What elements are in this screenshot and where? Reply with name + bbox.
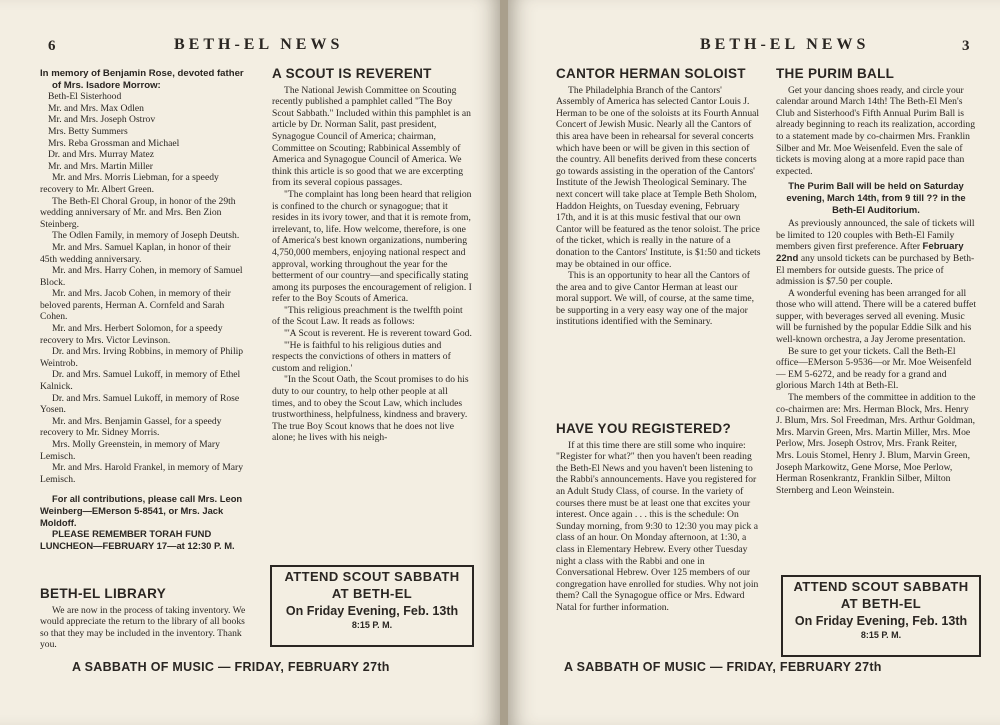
article-paragraph: "'He is faithful to his religious duties and respects the convictions of others in matters of custom and religion.' (272, 339, 451, 374)
donation-entry: The Odlen Family, in memory of Joseph Deutsh. (52, 230, 240, 242)
article-paragraph: This is an opportunity to hear all the Cantors of the area and to give Cantor Herman at least our moral support. We will, of course, at the same time, be supporting in a very easy way one of the major institutions identified with the Seminary. (556, 270, 755, 328)
article-paragraph (776, 218, 976, 288)
masthead: BETH-EL NEWS (700, 36, 870, 53)
memorial-name: Mrs. Reba Grossman and Michael (48, 137, 180, 149)
donation-entry: Mr. and Mrs. Harold Frankel, in memory of Mary Lemisch. (40, 462, 244, 485)
donation-entry: Dr. and Mrs. Samuel Lukoff, in memory of Rose Yosen. (40, 392, 240, 416)
memorial-name: Mr. and Mrs. Martin Miller (48, 160, 153, 172)
donation-entry: Mr. and Mrs. Harry Cohen, in memory of Samuel Block. (40, 265, 243, 288)
memorial-name: Dr. and Mrs. Murray Matez (48, 149, 155, 161)
library-body: We are now in the process of taking inventory. We would appreciate the return to the library of all books so that they may be included in the inventory. Thank you. (40, 604, 246, 651)
article-paragraph: The National Jewish Committee on Scouting recently published a pamphlet called "The Boy Scout Sabbath." Included within this pamphlet is an article by Dr. Norman Salit, past president, Synagogue Council of America; chairman, Committee on Scouting; Rabbinical Assembly of America and Synagogue Council of America. We think this article is so good that we are excerpting from its several copious passages. (272, 84, 471, 189)
cantor-article (556, 68, 761, 328)
article-paragraph: Get your dancing shoes ready, and circle your calendar around March 14th! The Beth-El Men's Club and Sisterhood's Fifth Annual Purim Ball is already beginning to reach its realization, according to a statement made by co-chairmen Mrs. Franklin Silber and Mr. Moe Weisenfeld. Even the sale of tickets is moving along at a more rapid pace than expected. (776, 84, 975, 177)
box-line-4: 8:15 P. M. (351, 620, 393, 630)
page-footer: A SABBATH OF MUSIC — FRIDAY, FEBRUARY 27th (72, 660, 390, 674)
article-paragraph: If at this time there are still some who inquire: "Register for what?" then you haven't been reading the Beth-El News and you haven't been listening to the Rabbi's announcements. Have you registered for an Adult Study Class, of course. In the variety of courses there must be at least one that excites your interest. Once again . . . this is the schedule: On Sunday morning, from 9:30 to 12:30 you may pick a class of an hour. On Monday afternoon, at 1:30, a class in Elementary Hebrew. Every other Tuesday night a class with the Rabbi and one in Conversational Hebrew. Over 125 members of our congregation have enrolled for studies. Why not join them? Call the Synagogue office or Mrs. Edward Natal for further information. (556, 439, 759, 613)
box-line-1: ATTEND SCOUT SABBATH (284, 569, 460, 584)
book-gutter (500, 0, 508, 725)
torah-fund-note: PLEASE REMEMBER TORAH FUND LUNCHEON—FEBRUARY 17—at 12:30 P. M. (40, 528, 235, 551)
masthead: BETH-EL NEWS (174, 36, 344, 53)
date-emphasis: February 22nd (776, 241, 964, 264)
box-line-4: 8:15 P. M. (860, 630, 902, 640)
article-paragraph: "The complaint has long been heard that religion is confined to the church or synagogue; that it resides in its ivory tower, and that it is remote from, irrelevant, to, life. How welcome, therefore, is one of America's best known organizations, numbering 4,750,000 members, enjoying national respect and approval, working throughout the year for the betterment of our country—and specifically stating among its purposes the encouragement of religion. I refer to the Boy Scouts of America. (272, 188, 472, 305)
registration-article (556, 423, 761, 614)
article-paragraph: Be sure to get your tickets. Call the Beth-El office—EMerson 5-9536—or Mr. Moe Weisenfeld — EM 5-6272, and be ready for a grand and glorious March 14th at Beth-El. (776, 345, 972, 392)
donation-entry: Mr. and Mrs. Morris Liebman, for a speedy recovery to Mr. Albert Green. (40, 172, 219, 195)
contributions-note: For all contributions, please call Mrs. Leon Weinberg—EMerson 5-8541, or Mrs. Jack Moldoff. (40, 493, 243, 528)
article-paragraph: "In the Scout Oath, the Scout promises to do his duty to our country, to help other people at all times, and to obey the Scout Law, which includes trustworthiness, helpfulness, kindness and bravery. The true Boy Scout knows that he does not live alone; he lives with his neigh- (272, 374, 469, 444)
memorial-name: Beth-El Sisterhood (48, 91, 122, 103)
scout-sabbath-box (270, 565, 474, 647)
scout-heading: A SCOUT IS REVERENT (272, 66, 432, 81)
purim-article (776, 68, 976, 496)
box-line-3: On Friday Evening, Feb. 13th (794, 614, 968, 628)
donation-entry: Mr. and Mrs. Benjamin Gassel, for a speedy recovery to Mr. Sidney Morris. (40, 415, 222, 439)
article-paragraph: A wonderful evening has been arranged for all those who will attend. There will be a catered buffet supper, with beverages served all evening. Music will be furnished by the popular Eddie Silk and his well-known orchestra, a Jay Jerome presentation. (776, 287, 976, 346)
library-section (40, 588, 248, 651)
page-number: 3 (962, 38, 970, 54)
library-heading: BETH-EL LIBRARY (40, 586, 166, 601)
text-run: As previously announced, the sale of tickets will be limited to 120 couples with Beth-El Family members given first preference. After (776, 218, 975, 253)
purim-heading: THE PURIM BALL (776, 66, 895, 81)
article-paragraph: The Philadelphia Branch of the Cantors' Assembly of America has selected Cantor Louis J. Herman to be one of the soloists at its Fourth Annual Concert of Jewish Music. Nearly all the Cantors of this area have been in rehearsal for several concerts which have been or will be given in this section of the country. All benefits derived from these concerts go towards assisting in the operation of the Cantors' Institute of the Jewish Theological Seminary. The next concert will take place at Temple Beth Sholom, Haddon Heights, on Tuesday evening, February 17th, and it is at this music festival that our own Cantor will be featured as the tenor soloist. The price of the ticket, which is really in the nature of a donation to the Cantors' Institute, is $1:50 and tickets may be obtained in our office. (556, 84, 761, 270)
donation-entry: Mr. and Mrs. Jacob Cohen, in memory of their beloved parents, Herman A. Cornfeld and Sarah Cohen. (40, 288, 231, 323)
donation-entry: The Beth-El Choral Group, in honor of the 29th wedding anniversary of Mr. and Mrs. Ben Zion Steinberg. (40, 195, 236, 230)
donation-entry: Mrs. Molly Greenstein, in memory of Mary Lemisch. (40, 439, 220, 462)
box-line-2: AT BETH-EL (331, 586, 413, 601)
donation-entry: Mr. and Mrs. Samuel Kaplan, in honor of their 45th wedding anniversary. (40, 241, 231, 265)
scout-sabbath-box (781, 575, 981, 657)
article-paragraph: "This religious preachment is the twelfth point of the Scout Law. It reads as follows: (272, 304, 463, 328)
right-page (508, 0, 1000, 725)
donation-entry: Dr. and Mrs. Samuel Lukoff, in memory of Ethel Kalnick. (40, 369, 241, 393)
page-number: 6 (48, 38, 56, 54)
cantor-heading: CANTOR HERMAN SOLOIST (556, 66, 746, 81)
donation-entry: Mr. and Mrs. Herbert Solomon, for a speedy recovery to Mrs. Victor Levinson. (40, 323, 223, 346)
article-paragraph: "'A Scout is reverent. He is reverent toward God. (284, 328, 472, 340)
purim-notice: The Purim Ball will be held on Saturday evening, March 14th, from 9 till ?? in the Beth-El Auditorium. (786, 180, 966, 215)
article-paragraph: The members of the committee in addition to the co-chairmen are: Mrs. Herman Block, Mrs. Henry J. Blum, Mrs. Sol Freedman, Mrs. Arthur Goldman, Mrs. Marvin Green, Mrs. Martin Miller, Mrs. Moe Perlow, Mrs. Joseph Ostrov, Mrs. Frank Reiter, Mrs. Louis Stomel, Henry J. Blum, Marvin Green, Joseph Markowitz, Gene Morse, Moe Perlow, Herman Rosenkrantz, Franklin Silber, Milton Sternberg and Leon Weinstein. (776, 392, 976, 496)
memorial-title: In memory of Benjamin Rose, devoted father of Mrs. Isadore Morrow: (40, 68, 244, 91)
memorial-column (40, 68, 248, 551)
page-footer: A SABBATH OF MUSIC — FRIDAY, FEBRUARY 27th (564, 660, 882, 674)
box-line-2: AT BETH-EL (840, 596, 922, 611)
box-line-1: ATTEND SCOUT SABBATH (793, 579, 969, 594)
box-line-3: On Friday Evening, Feb. 13th (285, 604, 459, 618)
memorial-name: Mrs. Betty Summers (48, 125, 128, 137)
memorial-name: Mr. and Mrs. Max Odlen (48, 102, 144, 114)
registration-heading: HAVE YOU REGISTERED? (556, 421, 732, 436)
donation-entry: Dr. and Mrs. Irving Robbins, in memory of Philip Weintrob. (40, 346, 244, 369)
text-run: any unsold tickets can be purchased by Beth-El members for outside guests. The price of admission is $7.50 per couple. (776, 252, 975, 288)
scout-article (272, 68, 472, 444)
memorial-name: Mr. and Mrs. Joseph Ostrov (48, 114, 156, 126)
